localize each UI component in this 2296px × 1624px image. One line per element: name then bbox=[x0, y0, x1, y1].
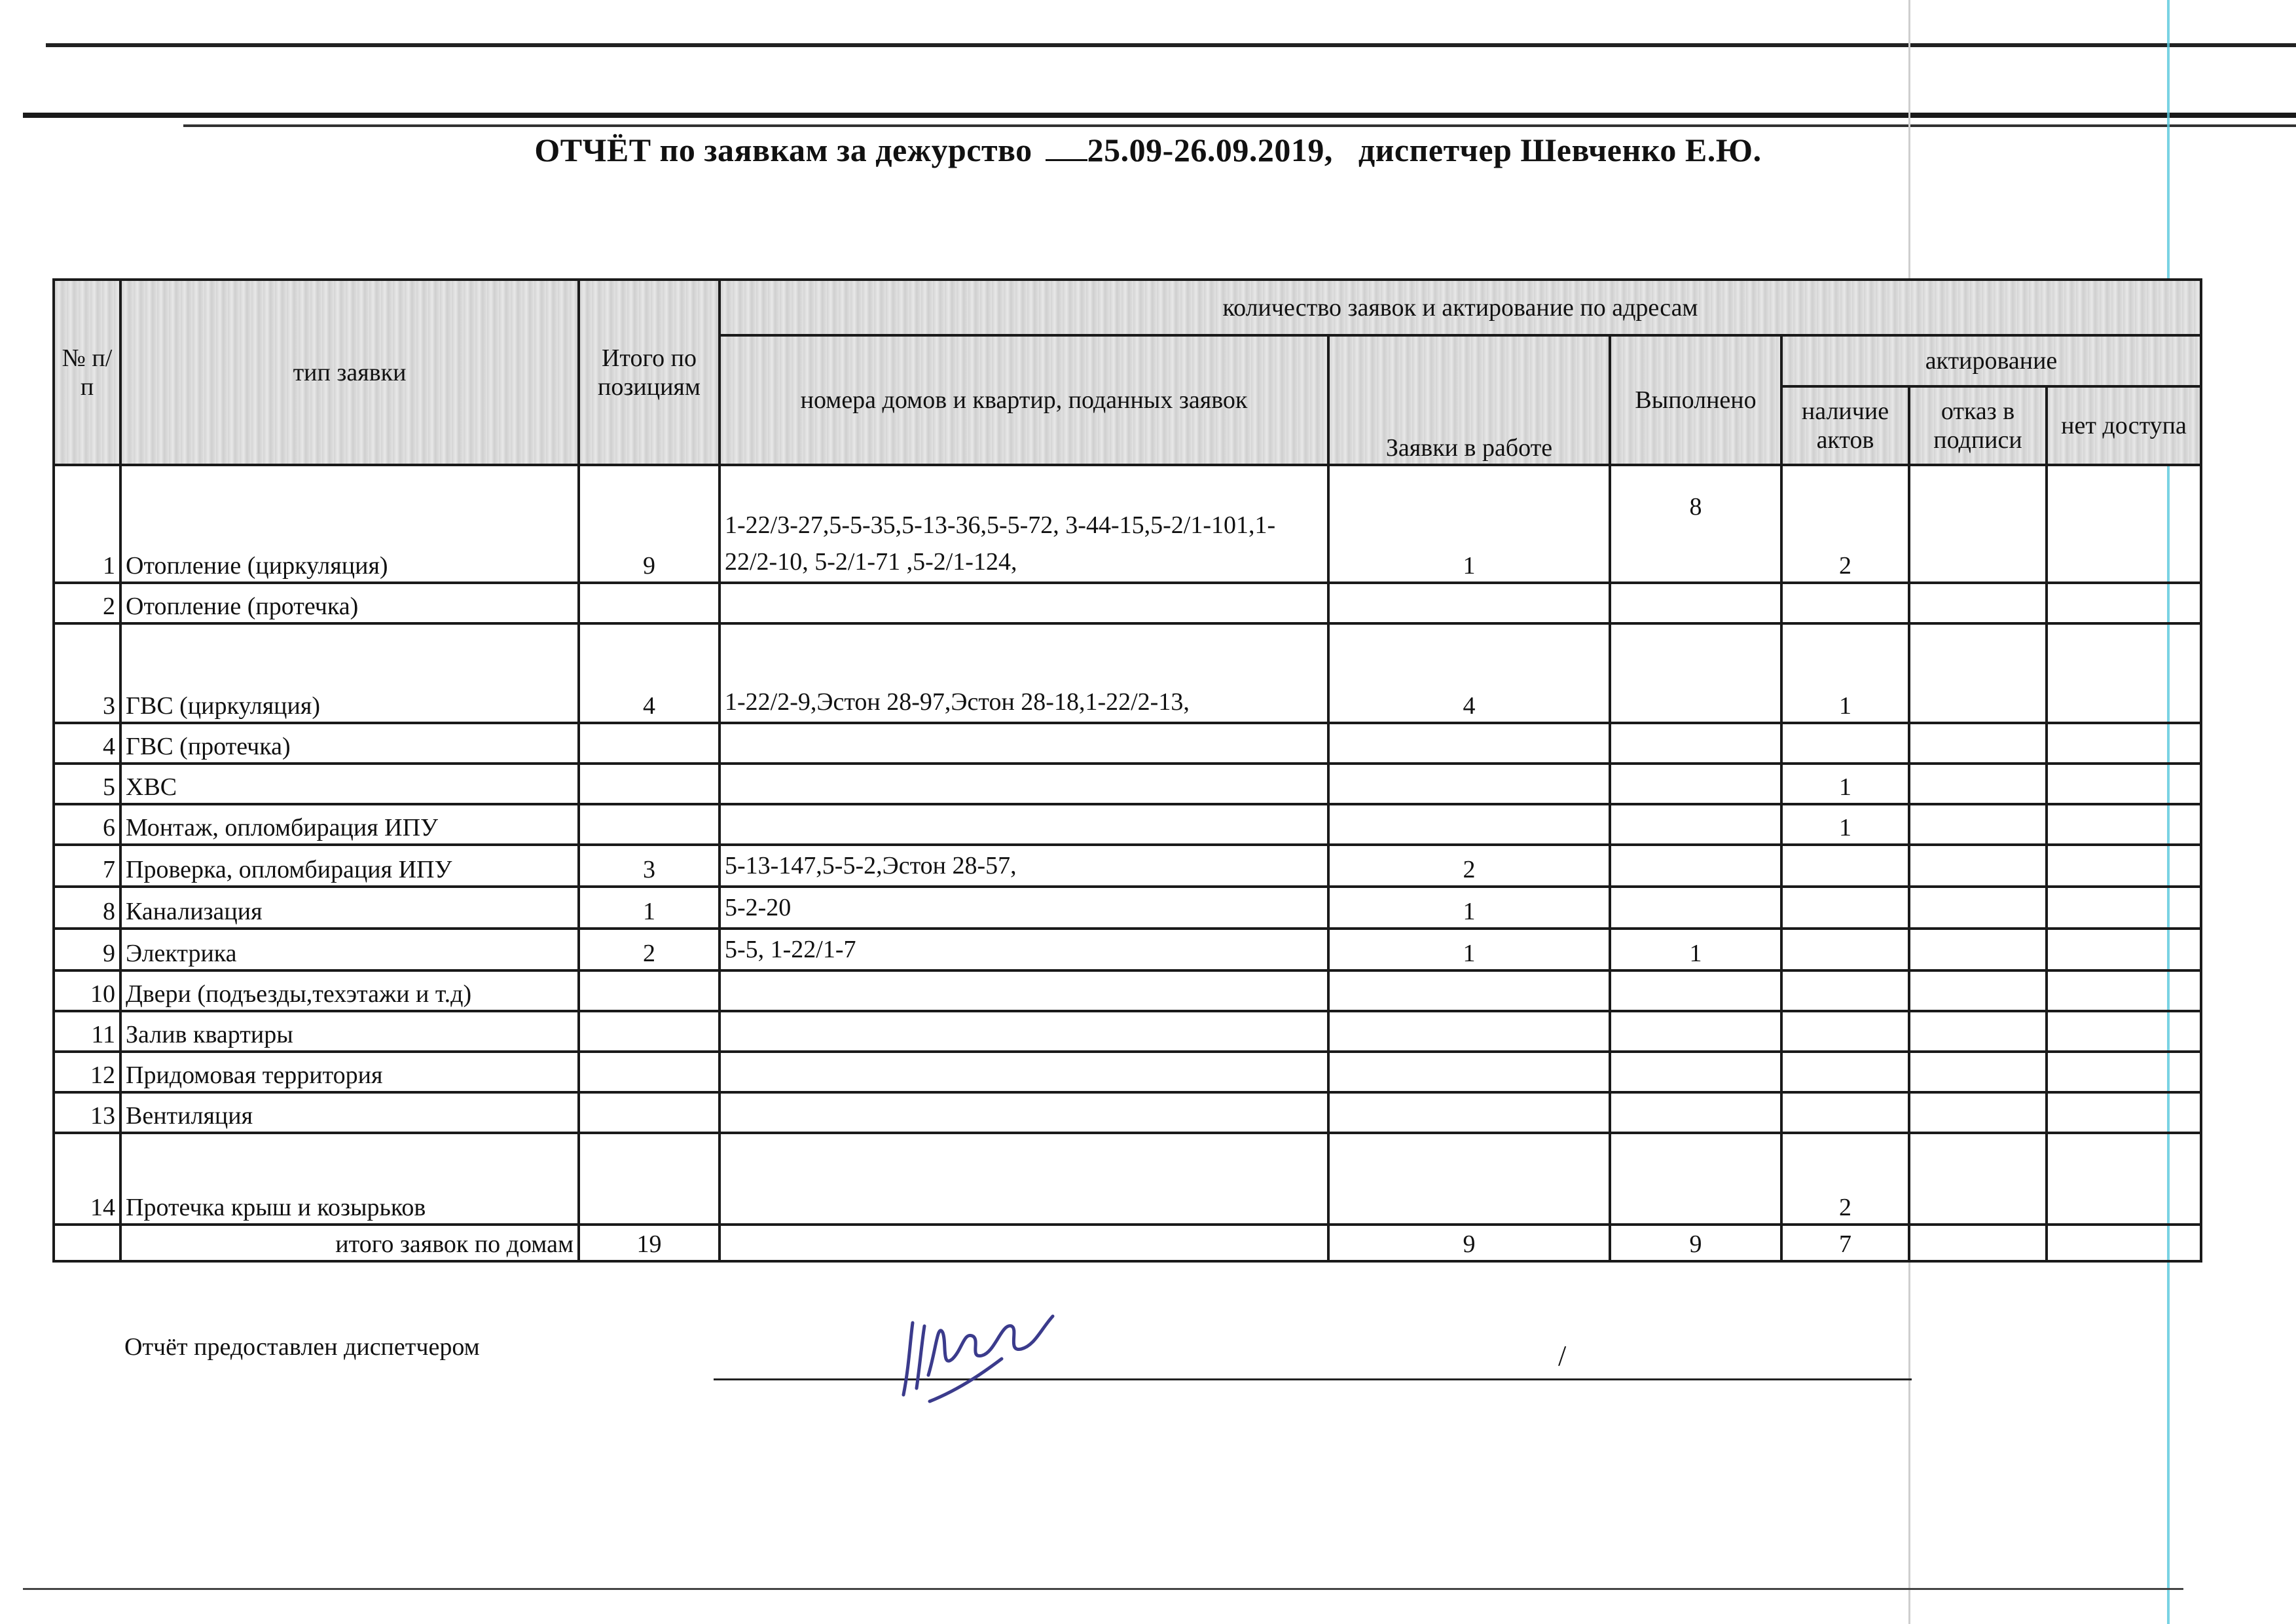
header-refused: отказ в подписи bbox=[1909, 386, 2047, 465]
row-done bbox=[1610, 970, 1781, 1011]
row-in-work bbox=[1328, 1052, 1610, 1092]
row-refused bbox=[1909, 929, 2047, 970]
row-total bbox=[579, 723, 720, 764]
footer-provided-by: Отчёт предоставлен диспетчером bbox=[124, 1333, 480, 1361]
row-acts-present bbox=[1781, 845, 1909, 887]
total-in-work: 9 bbox=[1328, 1225, 1610, 1261]
row-number: 7 bbox=[54, 845, 120, 887]
row-refused bbox=[1909, 845, 2047, 887]
table-row bbox=[54, 723, 2201, 764]
row-type: Двери (подъезды,техэтажи и т.д) bbox=[120, 970, 579, 1011]
row-number: 8 bbox=[54, 887, 120, 929]
table-row bbox=[54, 465, 2201, 583]
row-in-work: 1 bbox=[1328, 887, 1610, 929]
row-type: ГВС (циркуляция) bbox=[120, 623, 579, 723]
report-title bbox=[0, 131, 2296, 169]
row-acts-present bbox=[1781, 723, 1909, 764]
row-addresses bbox=[720, 1011, 1328, 1052]
row-total bbox=[579, 1092, 720, 1133]
row-addresses: 1-22/3-27,5-5-35,5-13-36,5-5-72, 3-44-15,5-2/1-101,1-22/2-10, 5-2/1-71 ,5-2/1-124, bbox=[720, 465, 1328, 583]
row-number: 14 bbox=[54, 1133, 120, 1225]
row-done bbox=[1610, 1092, 1781, 1133]
row-acts-present: 1 bbox=[1781, 804, 1909, 845]
row-done bbox=[1610, 804, 1781, 845]
row-refused bbox=[1909, 887, 2047, 929]
row-done bbox=[1610, 1133, 1781, 1225]
row-no-access bbox=[2047, 723, 2201, 764]
table-row bbox=[54, 845, 2201, 887]
row-acts-present: 1 bbox=[1781, 623, 1909, 723]
row-no-access bbox=[2047, 1133, 2201, 1225]
row-in-work bbox=[1328, 804, 1610, 845]
total-no bbox=[54, 1225, 120, 1261]
total-done: 9 bbox=[1610, 1225, 1781, 1261]
scan-edge-line bbox=[23, 1588, 2183, 1590]
table-row bbox=[54, 583, 2201, 623]
header-in-work: Заявки в работе bbox=[1328, 335, 1610, 465]
row-addresses bbox=[720, 583, 1328, 623]
total-label: итого заявок по домам bbox=[120, 1225, 579, 1261]
table-row bbox=[54, 970, 2201, 1011]
row-total bbox=[579, 1052, 720, 1092]
row-done bbox=[1610, 1052, 1781, 1092]
row-addresses bbox=[720, 1052, 1328, 1092]
row-addresses bbox=[720, 970, 1328, 1011]
row-addresses bbox=[720, 723, 1328, 764]
title-blank bbox=[1046, 159, 1087, 161]
total-acts: 7 bbox=[1781, 1225, 1909, 1261]
table-body bbox=[54, 465, 2201, 1225]
row-number: 3 bbox=[54, 623, 120, 723]
table-row bbox=[54, 1052, 2201, 1092]
signature-slash: / bbox=[1558, 1340, 1567, 1372]
table-row bbox=[54, 804, 2201, 845]
row-in-work: 2 bbox=[1328, 845, 1610, 887]
row-refused bbox=[1909, 804, 2047, 845]
row-number: 5 bbox=[54, 764, 120, 804]
row-no-access bbox=[2047, 804, 2201, 845]
row-type: Электрика bbox=[120, 929, 579, 970]
table-row bbox=[54, 764, 2201, 804]
title-period: 25.09-26.09.2019, bbox=[1087, 132, 1333, 168]
header-done: Выполнено bbox=[1610, 335, 1781, 465]
row-acts-present: 1 bbox=[1781, 764, 1909, 804]
row-no-access bbox=[2047, 845, 2201, 887]
row-in-work: 1 bbox=[1328, 465, 1610, 583]
table-row bbox=[54, 887, 2201, 929]
title-dispatcher: диспетчер Шевченко Е.Ю. bbox=[1358, 132, 1762, 168]
row-number: 13 bbox=[54, 1092, 120, 1133]
row-refused bbox=[1909, 764, 2047, 804]
table-row bbox=[54, 929, 2201, 970]
row-total: 9 bbox=[579, 465, 720, 583]
row-total bbox=[579, 764, 720, 804]
table-row bbox=[54, 1133, 2201, 1225]
scan-edge-line bbox=[23, 113, 2296, 118]
total-sum: 19 bbox=[579, 1225, 720, 1261]
row-no-access bbox=[2047, 929, 2201, 970]
row-done: 1 bbox=[1610, 929, 1781, 970]
row-acts-present bbox=[1781, 1011, 1909, 1052]
row-refused bbox=[1909, 465, 2047, 583]
row-acts-present: 2 bbox=[1781, 1133, 1909, 1225]
row-refused bbox=[1909, 970, 2047, 1011]
row-addresses: 5-2-20 bbox=[720, 887, 1328, 929]
row-no-access bbox=[2047, 583, 2201, 623]
row-type: Отопление (циркуляция) bbox=[120, 465, 579, 583]
row-done bbox=[1610, 845, 1781, 887]
row-addresses bbox=[720, 1092, 1328, 1133]
row-total bbox=[579, 583, 720, 623]
row-acts-present: 2 bbox=[1781, 465, 1909, 583]
row-no-access bbox=[2047, 1092, 2201, 1133]
row-addresses: 1-22/2-9,Эстон 28-97,Эстон 28-18,1-22/2-13, bbox=[720, 623, 1328, 723]
row-refused bbox=[1909, 1133, 2047, 1225]
row-number: 6 bbox=[54, 804, 120, 845]
row-addresses: 5-5, 1-22/1-7 bbox=[720, 929, 1328, 970]
title-prefix: ОТЧЁТ по заявкам за дежурство bbox=[534, 132, 1032, 168]
row-refused bbox=[1909, 583, 2047, 623]
row-done bbox=[1610, 723, 1781, 764]
row-done bbox=[1610, 583, 1781, 623]
row-no-access bbox=[2047, 1011, 2201, 1052]
header-addresses: номера домов и квартир, поданных заявок bbox=[720, 335, 1328, 465]
row-in-work bbox=[1328, 1092, 1610, 1133]
row-type: Монтаж, опломбирация ИПУ bbox=[120, 804, 579, 845]
row-type: Канализация bbox=[120, 887, 579, 929]
row-no-access bbox=[2047, 970, 2201, 1011]
header-type: тип заявки bbox=[120, 280, 579, 465]
scan-edge-line bbox=[183, 124, 2296, 127]
row-in-work bbox=[1328, 970, 1610, 1011]
header-no-access: нет доступа bbox=[2047, 386, 2201, 465]
row-in-work bbox=[1328, 1133, 1610, 1225]
row-in-work: 1 bbox=[1328, 929, 1610, 970]
row-acts-present bbox=[1781, 1052, 1909, 1092]
table-row bbox=[54, 1011, 2201, 1052]
row-addresses: 5-13-147,5-5-2,Эстон 28-57, bbox=[720, 845, 1328, 887]
row-no-access bbox=[2047, 623, 2201, 723]
row-type: ГВС (протечка) bbox=[120, 723, 579, 764]
row-in-work bbox=[1328, 723, 1610, 764]
report-table bbox=[52, 278, 2202, 1263]
row-number: 1 bbox=[54, 465, 120, 583]
row-done bbox=[1610, 887, 1781, 929]
table-row bbox=[54, 1092, 2201, 1133]
row-number: 11 bbox=[54, 1011, 120, 1052]
table-row bbox=[54, 623, 2201, 723]
total-refused bbox=[1909, 1225, 2047, 1261]
row-acts-present bbox=[1781, 583, 1909, 623]
row-number: 12 bbox=[54, 1052, 120, 1092]
row-addresses bbox=[720, 804, 1328, 845]
row-refused bbox=[1909, 723, 2047, 764]
row-in-work bbox=[1328, 583, 1610, 623]
scan-edge-line bbox=[46, 43, 2296, 47]
row-no-access bbox=[2047, 887, 2201, 929]
row-in-work: 4 bbox=[1328, 623, 1610, 723]
header-no: № п/п bbox=[54, 280, 120, 465]
row-total: 4 bbox=[579, 623, 720, 723]
row-type: Протечка крыш и козырьков bbox=[120, 1133, 579, 1225]
row-type: ХВС bbox=[120, 764, 579, 804]
row-acts-present bbox=[1781, 970, 1909, 1011]
row-refused bbox=[1909, 623, 2047, 723]
header-group: количество заявок и актирование по адресам bbox=[720, 280, 2201, 335]
row-type: Проверка, опломбирация ИПУ bbox=[120, 845, 579, 887]
row-in-work bbox=[1328, 1011, 1610, 1052]
row-in-work bbox=[1328, 764, 1610, 804]
row-refused bbox=[1909, 1092, 2047, 1133]
header-acts-present: наличие актов bbox=[1781, 386, 1909, 465]
row-no-access bbox=[2047, 465, 2201, 583]
row-done: 8 bbox=[1610, 465, 1781, 583]
header-acting: актирование bbox=[1781, 335, 2201, 386]
row-type: Вентиляция bbox=[120, 1092, 579, 1133]
row-done bbox=[1610, 764, 1781, 804]
row-total bbox=[579, 1011, 720, 1052]
row-total bbox=[579, 1133, 720, 1225]
row-number: 9 bbox=[54, 929, 120, 970]
row-total bbox=[579, 804, 720, 845]
row-type: Отопление (протечка) bbox=[120, 583, 579, 623]
row-refused bbox=[1909, 1052, 2047, 1092]
row-total: 2 bbox=[579, 929, 720, 970]
header-total: Итого по позициям bbox=[579, 280, 720, 465]
row-no-access bbox=[2047, 1052, 2201, 1092]
row-acts-present bbox=[1781, 929, 1909, 970]
row-done bbox=[1610, 623, 1781, 723]
total-addr bbox=[720, 1225, 1328, 1261]
row-acts-present bbox=[1781, 1092, 1909, 1133]
handwritten-signature bbox=[890, 1297, 1061, 1408]
row-number: 4 bbox=[54, 723, 120, 764]
row-refused bbox=[1909, 1011, 2047, 1052]
row-number: 10 bbox=[54, 970, 120, 1011]
row-total: 1 bbox=[579, 887, 720, 929]
row-no-access bbox=[2047, 764, 2201, 804]
row-done bbox=[1610, 1011, 1781, 1052]
row-total bbox=[579, 970, 720, 1011]
row-addresses bbox=[720, 764, 1328, 804]
row-total: 3 bbox=[579, 845, 720, 887]
row-addresses bbox=[720, 1133, 1328, 1225]
row-acts-present bbox=[1781, 887, 1909, 929]
row-number: 2 bbox=[54, 583, 120, 623]
total-noaccess bbox=[2047, 1225, 2201, 1261]
row-type: Придомовая территория bbox=[120, 1052, 579, 1092]
row-type: Залив квартиры bbox=[120, 1011, 579, 1052]
